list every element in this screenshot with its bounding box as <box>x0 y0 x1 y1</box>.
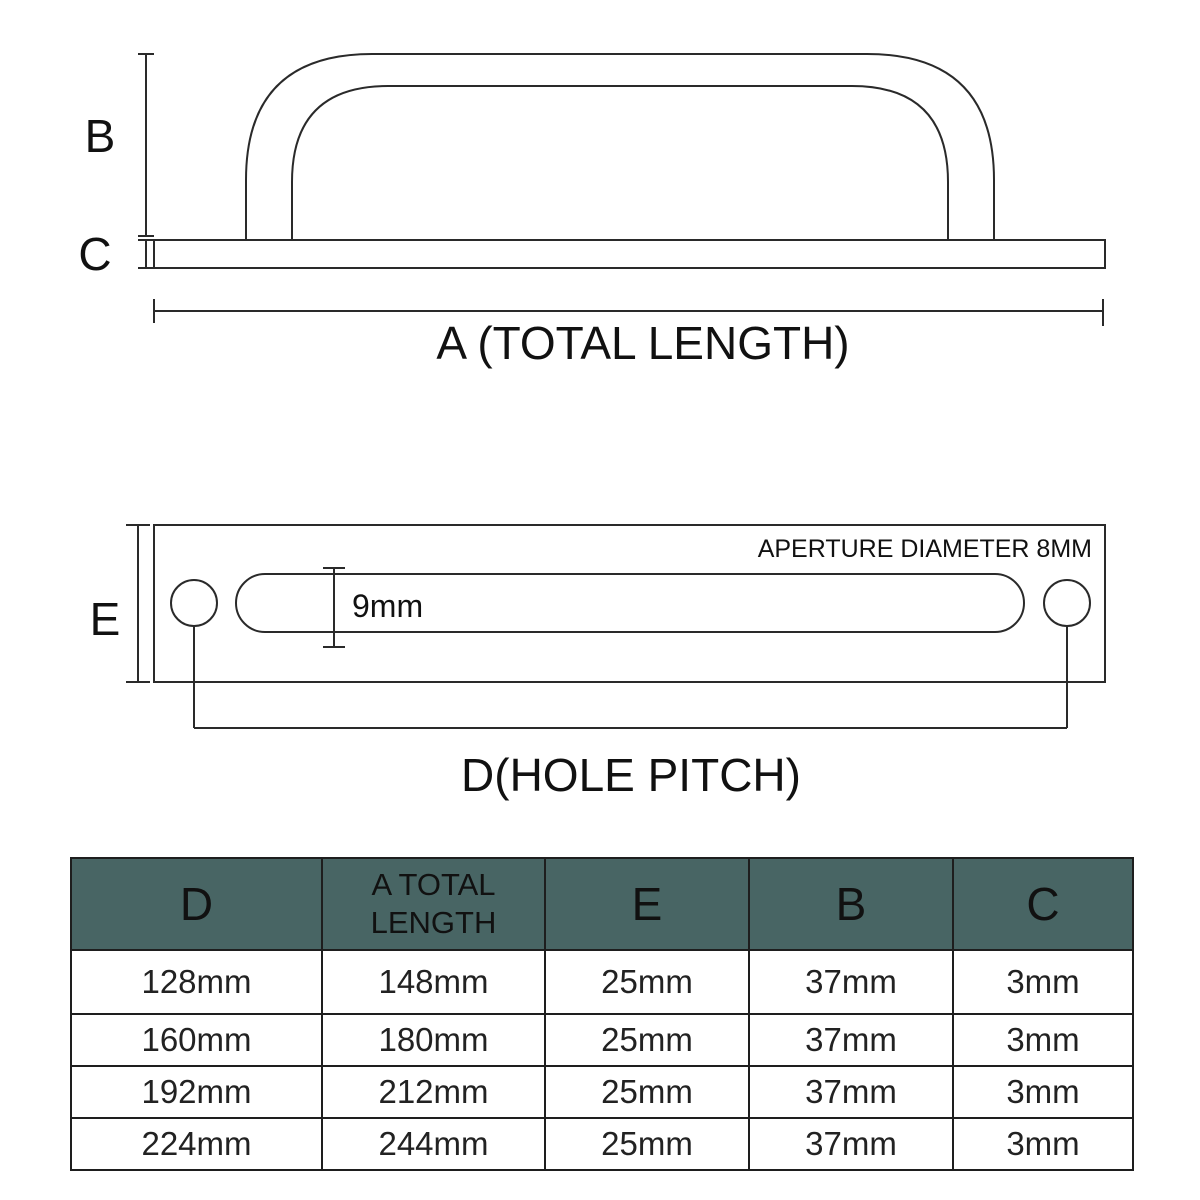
cell-c: 3mm <box>953 1118 1133 1170</box>
cell-c: 3mm <box>953 950 1133 1014</box>
header-c: C <box>953 858 1133 950</box>
cell-b: 37mm <box>749 1014 953 1066</box>
cell-d: 224mm <box>71 1118 322 1170</box>
cell-d: 192mm <box>71 1066 322 1118</box>
cell-c: 3mm <box>953 1066 1133 1118</box>
label-b: B <box>84 110 116 162</box>
cell-e: 25mm <box>545 1014 749 1066</box>
cell-a: 244mm <box>322 1118 545 1170</box>
cell-e: 25mm <box>545 950 749 1014</box>
label-total-length: A (TOTAL LENGTH) <box>436 317 850 369</box>
cell-b: 37mm <box>749 1066 953 1118</box>
table-header-row <box>71 858 1133 950</box>
cell-a: 212mm <box>322 1066 545 1118</box>
cell-c: 3mm <box>953 1014 1133 1066</box>
header-a-line1: A TOTAL <box>371 867 496 902</box>
label-hole-pitch: D(HOLE PITCH) <box>461 749 801 801</box>
handle-outer-outline <box>246 54 994 240</box>
base-plate <box>154 240 1105 268</box>
label-e: E <box>89 593 121 645</box>
header-a-total-length <box>322 858 545 950</box>
cell-a: 148mm <box>322 950 545 1014</box>
size-table <box>70 857 1134 1171</box>
cell-d: 160mm <box>71 1014 322 1066</box>
table-row <box>71 1014 1133 1066</box>
cell-a: 180mm <box>322 1014 545 1066</box>
mounting-hole-right <box>1044 580 1090 626</box>
cell-d: 128mm <box>71 950 322 1014</box>
aperture-note: APERTURE DIAMETER 8MM <box>757 535 1092 563</box>
mounting-hole-left <box>171 580 217 626</box>
header-d: D <box>71 858 322 950</box>
label-c: C <box>78 228 112 280</box>
table-row <box>71 1118 1133 1170</box>
table-row <box>71 1066 1133 1118</box>
cell-e: 25mm <box>545 1118 749 1170</box>
header-e: E <box>545 858 749 950</box>
side-view <box>138 54 1105 326</box>
table-row <box>71 950 1133 1014</box>
handle-inner-outline <box>292 86 948 240</box>
slot-width-label: 9mm <box>352 588 424 624</box>
header-b: B <box>749 858 953 950</box>
cell-b: 37mm <box>749 1118 953 1170</box>
cell-e: 25mm <box>545 1066 749 1118</box>
header-a-line2: LENGTH <box>370 905 497 940</box>
cell-b: 37mm <box>749 950 953 1014</box>
